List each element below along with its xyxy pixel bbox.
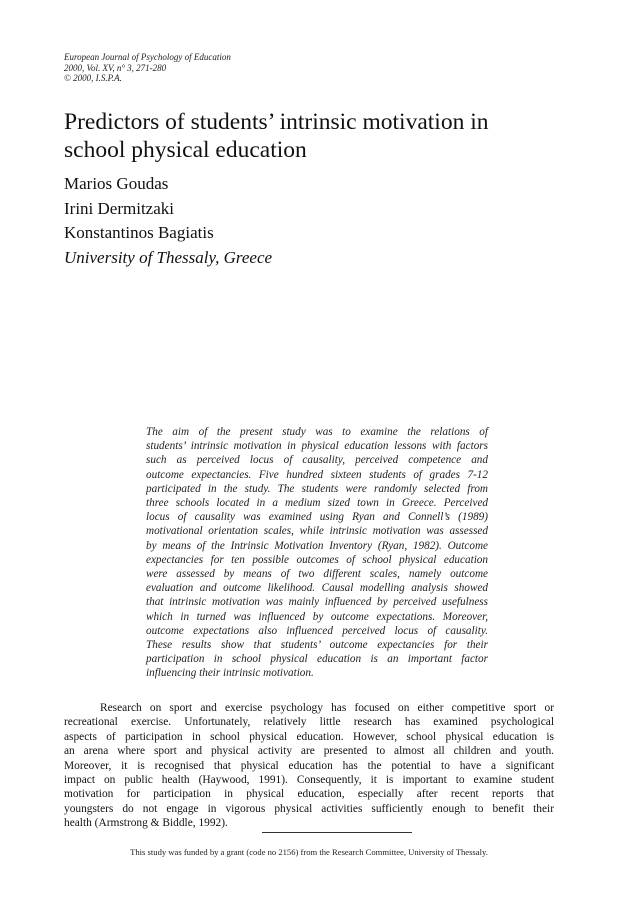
body-line: recreational exercise. Unfortunately, relatively little research has examined psychological [64, 716, 554, 729]
abstract-line: evaluation and outcome likelihood. Causal modelling analysis showed [146, 582, 488, 595]
abstract-line: by means of the Intrinsic Motivation Inventory (Ryan, 1982). Outcome [146, 539, 488, 552]
author-name: Konstantinos Bagiatis [64, 223, 214, 242]
abstract-line: The aim of the present study was to examine the relations of [146, 426, 488, 438]
body-line: impact on public health (Haywood, 1991). Consequently, it is important to examine student [64, 774, 554, 787]
abstract-line: three schools located in a medium sized town in Greece. Perceived [146, 497, 488, 510]
abstract-line: outcome expectancies. Five hundred sixteen students of grades 7-12 [146, 468, 488, 481]
abstract-line: influencing their intrinsic motivation. [146, 667, 314, 680]
author-name: Marios Goudas [64, 174, 169, 193]
footnote-divider [262, 832, 412, 833]
abstract-line: These results show that students’ outcome expectancies for their [146, 639, 488, 652]
journal-copyright: © 2000, I.S.P.A. [64, 73, 122, 83]
abstract-line: outcome expectations also influenced perceived locus of causality. [146, 624, 488, 637]
journal-header [64, 52, 231, 84]
body-line: Moreover, it is recognised that physical education has the potential to have a significant [64, 759, 554, 772]
body-line: Research on sport and exercise psychology has focused on either competitive sport or [100, 702, 554, 714]
body-line: aspects of participation in school physical education. However, school physical education is [64, 730, 554, 743]
body-line: an arena where sport and physical activity are presented to almost all children and youth. [64, 745, 554, 758]
body-line: health (Armstrong & Biddle, 1992). [64, 817, 228, 830]
abstract-line: expectancies for ten possible outcomes of school physical education [146, 553, 488, 566]
body-line: youngsters do not engage in vigorous physical activities sufficiently enough to benefit their [64, 802, 554, 815]
author-block [64, 172, 272, 270]
title-line-2: school physical education [64, 137, 307, 163]
title-line-1: Predictors of students’ intrinsic motivation in [64, 109, 489, 135]
abstract-line: students’ intrinsic motivation in physical education lessons with factors [146, 440, 488, 453]
author-affiliation: University of Thessaly, Greece [64, 247, 273, 267]
abstract-line: participation in school physical education is an important factor [146, 653, 488, 666]
abstract-line: such as perceived locus of causality, perceived competence and [146, 454, 488, 467]
abstract [146, 425, 488, 681]
abstract-line: locus of causality was examined using Ryan and Connell’s (1989) [146, 511, 488, 524]
body-line: motivation for participation in physical education, especially after recent reports that [64, 788, 554, 801]
abstract-line: participated in the study. The students were randomly selected from [146, 482, 488, 495]
article-title [64, 108, 584, 164]
author-name: Irini Dermitzaki [64, 198, 174, 218]
abstract-line: which in turned was influenced by outcome expectations. Moreover, [146, 610, 488, 623]
footnote: This study was funded by a grant (code no 2156) from the Research Committee, University of Thessaly. [130, 847, 488, 857]
abstract-line: that intrinsic motivation was mainly influenced by perceived usefulness [146, 596, 488, 609]
abstract-line: were assessed by means of two different scales, namely outcome [146, 568, 488, 581]
journal-volume: 2000, Vol. XV, n° 3, 271-280 [64, 62, 167, 73]
journal-name: European Journal of Psychology of Education [64, 52, 231, 62]
body-paragraph [64, 701, 554, 831]
abstract-line: motivational orientation scales, while intrinsic motivation was assessed [146, 525, 488, 538]
